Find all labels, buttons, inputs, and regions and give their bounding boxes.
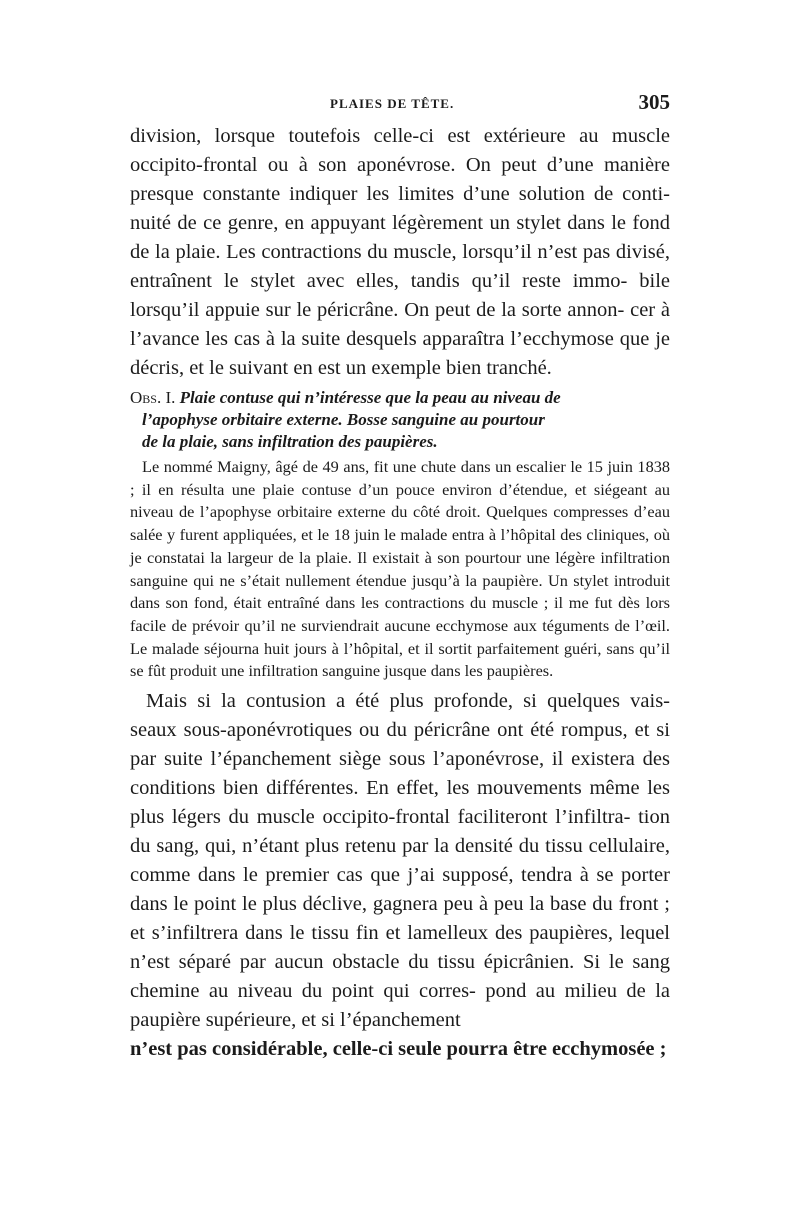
running-title: PLAIES DE TÊTE.: [330, 96, 455, 111]
observation-title-line-2: l’apophyse orbitaire externe. Bosse sanguine au pourtour: [142, 410, 545, 429]
book-page: [130, 90, 670, 1064]
observation-label: Obs. I.: [130, 388, 176, 407]
paragraph-intro: division, lorsque toutefois celle-ci est extérieure au muscle occipito-frontal ou à son aponévrose. On peut d’une manière presque constante indiquer les limites d’une solution de conti- nuité de ce genre, en appuyant légèrement un stylet dans le fond de la plaie. Les contractions du muscle, lorsqu’il n’est pas divisé, entraînent le stylet avec elles, tandis qu’il reste immo- bile lorsqu’il appuie sur le péricrâne. On peut de la sorte annon- cer à l’avance les cas à la suite desquels apparaîtra l’ecchymose que je décris, et le suivant en est un exemple bien tranché.: [130, 125, 670, 379]
running-head: [130, 90, 670, 120]
paragraph-main-last-line: n’est pas considérable, celle-ci seule pourra être ecchymosée ;: [130, 1038, 667, 1061]
observation-text: Le nommé Maigny, âgé de 49 ans, fit une chute dans un escalier le 15 juin 1838 ; il en résulta une plaie contuse d’un pouce environ d’étendue, et siégeant au niveau de l’apophyse orbitaire externe du côté droit. Quelques compresses d’eau salée y furent appliquées, et le 18 juin le malade entra à l’hôpital des cliniques, où je constatai la largeur de la plaie. Il existait à son pourtour une légère infiltration sanguine qui ne s’était nullement étendue jusqu’à la paupière. Un stylet introduit dans son fond, était entraîné dans les contractions du muscle ; il me fut dès lors facile de prévoir qu’il ne surviendrait aucune ecchymose aux téguments de l’œil. Le malade séjourna huit jours à l’hôpital, et il sortit parfaitement guéri, sans qu’il se fût produit une infiltration sanguine jusque dans les paupières.: [130, 457, 670, 681]
observation-title-line-1: Plaie contuse qui n’intéresse que la peau au niveau de: [179, 388, 561, 407]
page-number: 305: [638, 90, 670, 114]
observation-title-line-3: de la plaie, sans infiltration des paupières.: [142, 432, 438, 451]
observation-heading: [130, 387, 670, 453]
paragraph-main: Mais si la contusion a été plus profonde, si quelques vais- seaux sous-aponévrotiques ou du péricrâne ont été rompus, et si par suite l’épanchement siège sous l’aponévrose, il existera des conditions bien différentes. En effet, les mouvements même les plus légers du muscle occipito-frontal faciliteront l’infiltra- tion du sang, qui, n’étant plus retenu par la densité du tissu cellulaire, comme dans le premier cas que j’ai supposé, tendra à se porter dans le point le plus déclive, gagnera peu à peu la base du front ; et s’infiltrera dans le tissu fin et lamelleux des paupières, lequel n’est séparé par aucun obstacle du tissu épicrânien. Si le sang chemine au niveau du point qui corres- pond au milieu de la paupière supérieure, et si l’épanchement: [130, 690, 670, 1032]
